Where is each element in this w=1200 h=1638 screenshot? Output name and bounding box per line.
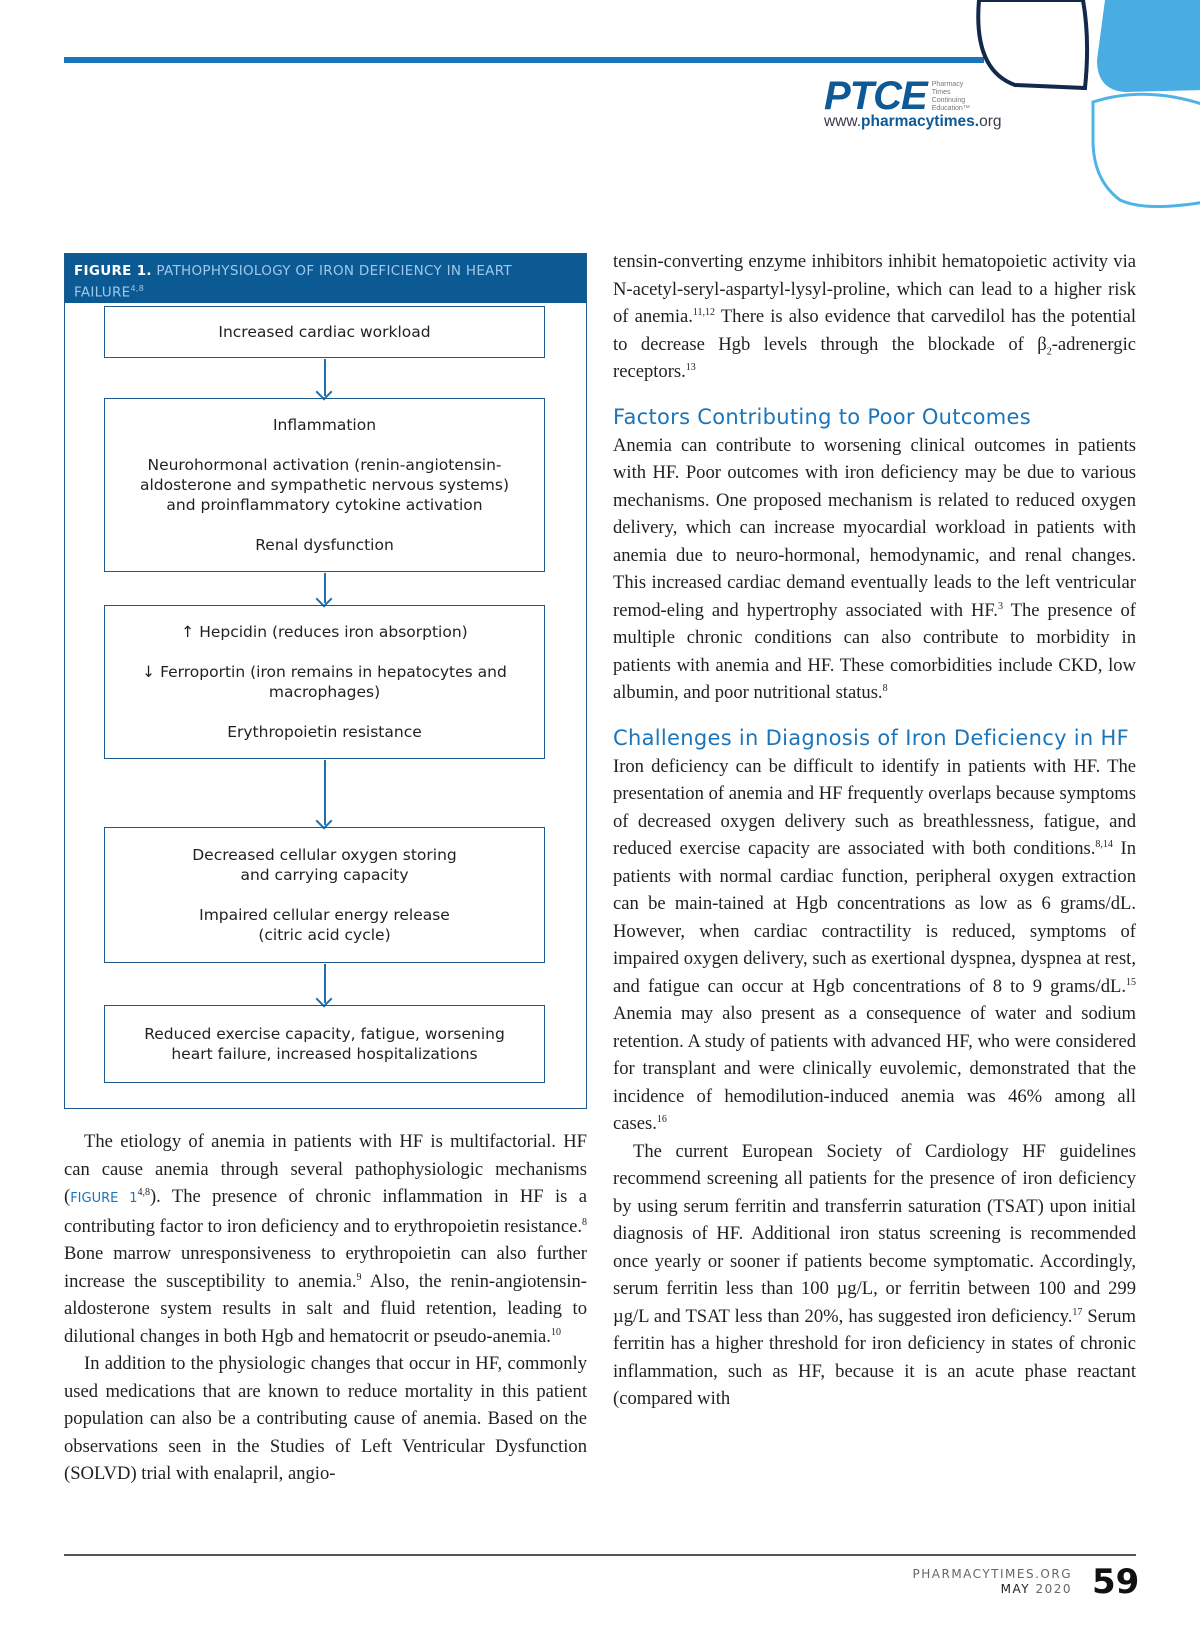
text-run: The presence of multiple chronic conditions can also contribute to morbidity in patients with anemia and HF. These comorbidities include CKD, low albumin, and poor nutritional status. <box>613 599 1136 703</box>
down-arrow-icon <box>324 964 326 1003</box>
figure-link[interactable]: FIGURE 1 <box>70 1191 138 1206</box>
citation-superscript: 8 <box>882 683 888 694</box>
citation-superscript: 3 <box>997 600 1003 612</box>
left-column <box>64 1128 587 1488</box>
flow-box-line: Renal dysfunction <box>255 536 394 554</box>
header-rule <box>64 57 984 63</box>
citation-superscript: 8,14 <box>1095 839 1113 850</box>
flow-box-line: Erythropoietin resistance <box>227 723 422 741</box>
website-url[interactable]: www.pharmacytimes.org <box>824 113 1002 130</box>
text-run: Bone marrow unresponsiveness to erythropoietin can also further increase the susceptibility to anemia. <box>64 1243 587 1292</box>
citation-superscript: 13 <box>685 362 696 373</box>
paragraph <box>64 1350 587 1488</box>
paragraph <box>613 248 1136 386</box>
citation-superscript: 16 <box>656 1114 667 1125</box>
paragraph <box>613 432 1136 707</box>
flow-box-line: Increased cardiac workload <box>218 323 431 341</box>
flow-box-line <box>105 702 544 722</box>
flow-box <box>104 398 545 572</box>
text-run: Iron deficiency can be difficult to identify in patients with HF. The presentation of anemia and HF frequently overlaps because symptoms of decreased oxygen delivery such as breathlessness, fatigue, and reduced exercise capacity are associated with both conditions. <box>613 755 1136 859</box>
citation-superscript: 9 <box>356 1271 362 1283</box>
down-arrow-icon <box>324 573 326 603</box>
flow-box-line <box>105 515 544 535</box>
flow-box-line: heart failure, increased hospitalizations <box>171 1045 478 1063</box>
text-run: Serum ferritin has a higher threshold for iron deficiency in states of chronic inflammation, such as HF, because it is an acute phase reactant (compared with <box>613 1305 1136 1409</box>
footer-info: PHARMACYTIMES.ORG MAY 2020 <box>912 1567 1072 1596</box>
subscript: 2 <box>1046 346 1052 358</box>
text-run: -adrenergic receptors. <box>613 333 1136 382</box>
flow-box-line: Reduced exercise capacity, fatigue, worsening <box>144 1025 505 1043</box>
right-column <box>613 248 1136 1413</box>
flow-box-line: Impaired cellular energy release <box>199 906 450 924</box>
flow-box-line: Neurohormonal activation (renin-angiotensin- <box>147 456 502 474</box>
flow-box-line <box>105 885 544 905</box>
citation-superscript: 8 <box>582 1216 587 1228</box>
citation-superscript: 10 <box>550 1326 561 1338</box>
citation-superscript: 4,8 <box>137 1187 150 1198</box>
flow-box-line: and carrying capacity <box>240 866 409 884</box>
text-run: The etiology of anemia in patients with HF is multifactorial. HF can cause anemia through several pathophysiologic mechanisms ( <box>64 1131 587 1207</box>
down-arrow-icon <box>324 760 326 825</box>
text-run: tensin-converting enzyme inhibitors inhibit hematopoietic activity via N-acetyl-seryl-aspartyl-lysyl-proline, which can lead to a higher risk of anemia. <box>613 251 1136 327</box>
figure-title: FIGURE 1. PATHOPHYSIOLOGY OF IRON DEFICIENCY IN HEART FAILURE$^{4,8}$ <box>65 254 586 303</box>
flow-box-line: macrophages) <box>268 683 381 701</box>
flow-box-line <box>105 435 544 455</box>
flow-box-line: (citric acid cycle) <box>258 926 391 944</box>
text-run: Anemia may also present as a consequence of water and sodium retention. A study of patients with advanced HF, who were considered for transplant and were clinically euvolemic, demonstrated that the incidence of hemodilution-induced anemia was 46% among all cases. <box>613 1003 1136 1134</box>
section-heading: Challenges in Diagnosis of Iron Deficiency in HF <box>613 725 1129 750</box>
page-number: 59 <box>1092 1562 1140 1602</box>
paragraph <box>64 1128 587 1350</box>
paragraph <box>613 753 1136 1138</box>
citation-superscript: 15 <box>1126 976 1136 988</box>
flow-box <box>104 1005 545 1083</box>
text-run: In addition to the physiologic changes that occur in HF, commonly used medications that are known to reduce mortality in this patient population can also be a contributing cause of anemia. Based on the observations seen in the Studies of Left Ventricular Dysfunction (SOLVD) trial with enalapril, angio- <box>64 1353 587 1484</box>
figure-1 <box>64 253 587 1109</box>
decorative-shapes <box>965 0 1200 220</box>
citation-superscript: 17 <box>1072 1306 1083 1318</box>
flow-box-line: and proinflammatory cytokine activation <box>166 496 483 514</box>
flow-box <box>104 605 545 759</box>
flow-box-line: Inflammation <box>272 416 377 434</box>
text-run: Anemia can contribute to worsening clinical outcomes in patients with HF. Poor outcomes with iron deficiency may be due to various mechanisms. One proposed mechanism is related to reduced oxygen delivery, which can increase myocardial workload in patients with anemia due to neuro-hormonal, hemodynamic, and renal changes. This increased cardiac demand eventually leads to the left ventricular remod-eling and hypertrophy associated with HF. <box>613 434 1136 621</box>
flow-box-line: aldosterone and sympathetic nervous systems) <box>139 476 510 494</box>
paragraph <box>613 1138 1136 1413</box>
flow-box-line: ↓ Ferroportin (iron remains in hepatocytes and <box>142 663 507 681</box>
flow-box-line: ↑ Hepcidin (reduces iron absorption) <box>181 623 468 641</box>
text-run: ). The presence of chronic inflammation in HF is a contributing factor to iron deficiency and to erythropoietin resistance. <box>64 1186 587 1237</box>
footer-rule <box>64 1554 1136 1556</box>
flow-box <box>104 827 545 963</box>
section-heading: Factors Contributing to Poor Outcomes <box>613 404 1032 429</box>
citation-superscript: 11,12 <box>692 307 716 318</box>
flow-box-line <box>105 642 544 662</box>
flow-box <box>104 306 545 358</box>
down-arrow-icon <box>324 359 326 396</box>
text-run: There is also evidence that carvedilol has the potential to decrease Hgb levels through the blockade of β <box>613 306 1136 355</box>
text-run: Also, the renin-angiotensin-aldosterone system results in salt and fluid retention, leading to dilutional changes in both Hgb and hematocrit or pseudo-anemia. <box>64 1270 587 1347</box>
ptce-logo: PTCE Pharmacy Times Continuing Education™ <box>824 74 970 118</box>
flow-box-line: Decreased cellular oxygen storing <box>192 846 457 864</box>
text-run: The current European Society of Cardiology HF guidelines recommend screening all patients for the presence of iron deficiency by using serum ferritin and transferrin saturation (TSAT) upon initial diagnosis of HF. Additional iron status screening is recommended once yearly or sooner if patients become symptomatic. Accordingly, serum ferritin less than 100 µg/L, or ferritin between 100 and 299 µg/L and TSAT less than 20%, has suggested iron deficiency. <box>613 1140 1136 1327</box>
text-run: In patients with normal cardiac function, peripheral oxygen extraction can be main-tained at Hgb concentrations as low as 6 grams/dL. However, when cardiac contractility is reduced, symptoms of impaired oxygen delivery, such as exertional dyspnea, dyspnea at rest, and fatigue can occur at Hgb concentrations of 8 to 9 grams/dL. <box>613 838 1137 997</box>
